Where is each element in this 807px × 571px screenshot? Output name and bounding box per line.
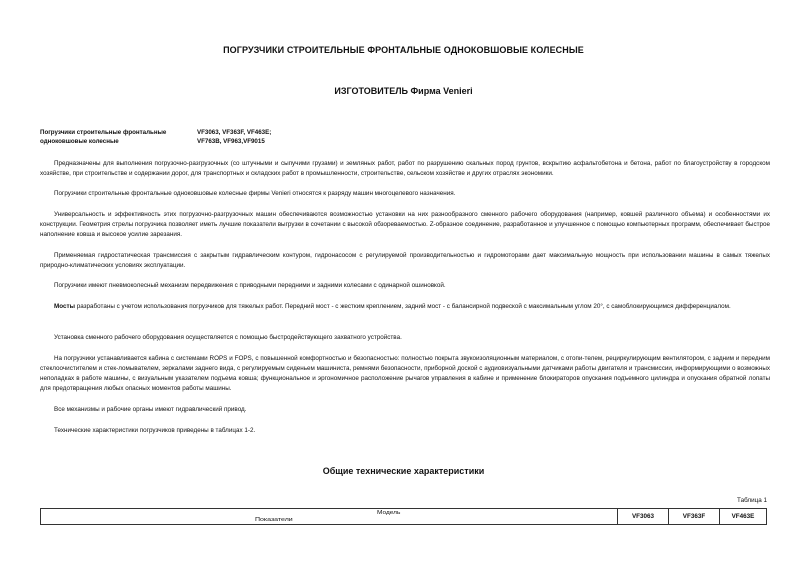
paragraph-tables-ref: Технические характеристики погрузчиков приведены в таблицах 1-2. [54, 427, 256, 434]
table-header-indicators: Показатели [255, 517, 293, 523]
manufacturer-heading: ИЗГОТОВИТЕЛЬ Фирма Venieri [334, 86, 473, 96]
table-header-model: Модель [377, 510, 401, 516]
axles-bold: Мосты [54, 303, 75, 310]
paragraph-wheels: Погрузчики имеют пневмоколесный механизм передвижения с приводными передними и задними колесами с одинарной ошиновкой. [54, 282, 446, 289]
table-subtitle: Общие технические характеристики [322, 466, 485, 476]
paragraph-coupler: Установка сменного рабочего оборудования осуществляется с помощью быстродействующего захватного устройства. [54, 334, 402, 341]
table-header-cell [41, 509, 618, 524]
paragraph-transmission: Применяемая гидростатическая трансмиссия с закрытым гидравлическим контуром, гидронасосом с регулируемой производительностью и гидромоторами дает максимальную мощность при использовании машины в самых тяжелых природно-климатических условиях эксплуатации. [40, 252, 770, 269]
spec-table [40, 508, 767, 525]
spec-label-line2: одноковшовые колесные [40, 138, 119, 145]
paragraph-hydraulics: Все механизмы и рабочие органы имеют гидравлический привод. [54, 406, 247, 413]
paragraph-cabin: На погрузчики устанавливается кабина с системами ROPS и FOPS, с повышенной комфортностью и безопасностью: полностью покрыта звукоизоляционным материалом, с отопи-телем, рециркулирующим вентилятором, с задним и передним стеклоочистителем и стек-ломывателем, зеркалами заднего вида, с регулируемым сиденьем машиниста, ремнями безопасности, приборной доской с аудиовизуальными датчиками работы двигателя и трансмиссии, информирующими о возможных неполадках в работе машины, с визуальным указателем подъема ковша; функциональное и эргономичное расположение рычагов управления в кабине и применение блокираторов опускания подъемного цилиндра и опускания обратной лопаты для предотвращения любых опасных моментов работы машины. [40, 355, 770, 392]
spec-label [40, 128, 190, 146]
page-title: ПОГРУЗЧИКИ СТРОИТЕЛЬНЫЕ ФРОНТАЛЬНЫЕ ОДНОКОВШОВЫЕ КОЛЕСНЫЕ [223, 45, 584, 55]
paragraph-axles [40, 302, 770, 312]
table-column-vf363f: VF363F [669, 509, 720, 524]
spec-models-line2: VF763B, VF963,VF9015 [197, 138, 265, 145]
spec-models [197, 128, 397, 146]
axles-text: разработаны с учетом использования погрузчиков для тяжелых работ. Передний мост - с жестким креплением, задний мост - с балансирной подвеской с максимальным углом 20°, с самоблокирующимся дифференциалом. [74, 303, 731, 310]
table-column-vf3063: VF3063 [618, 509, 669, 524]
paragraph-versatility: Универсальность и эффективность этих погрузочно-разгрузочных машин обеспечиваются возможностью установки на них разнообразного сменного рабочего оборудования (например, ковшей различного объема) и особенностями их конструкции. Геометрия стрелы погрузчика позволяет иметь лучшие показатели выгрузки в сочетании с высокой обзореваемостью. Z-образное соединение, разработанное и улучшенное с помощью компьютерных программ, обеспечивает быстрое наполнение ковша и высокое усилие зарезания. [40, 211, 770, 238]
table-column-vf463e: VF463E [731, 513, 755, 520]
paragraph-category: Погрузчики строительные фронтальные одноковшовые колесные фирмы Venieri относятся к разряду машин многоцелевого назначения. [54, 190, 456, 197]
spec-label-line1: Погрузчики строительные фронтальные [40, 129, 167, 136]
paragraph-purpose: Предназначены для выполнения погрузочно-разгрузочных (со штучными и сыпучими грузами) и земляных работ, работ по разрушению скальных пород грунтов, вскрытию асфальтобетона и бетона, работ по благоустройству в городском хозяйстве, при строительстве и содержании дорог, для транспортных и складских работ в промышленности, строительстве, сельском хозяйстве и других отраслях экономики. [40, 160, 770, 177]
spec-models-line1: VF3063, VF363F, VF463E; [197, 129, 272, 136]
table-caption: Таблица 1 [737, 497, 767, 504]
